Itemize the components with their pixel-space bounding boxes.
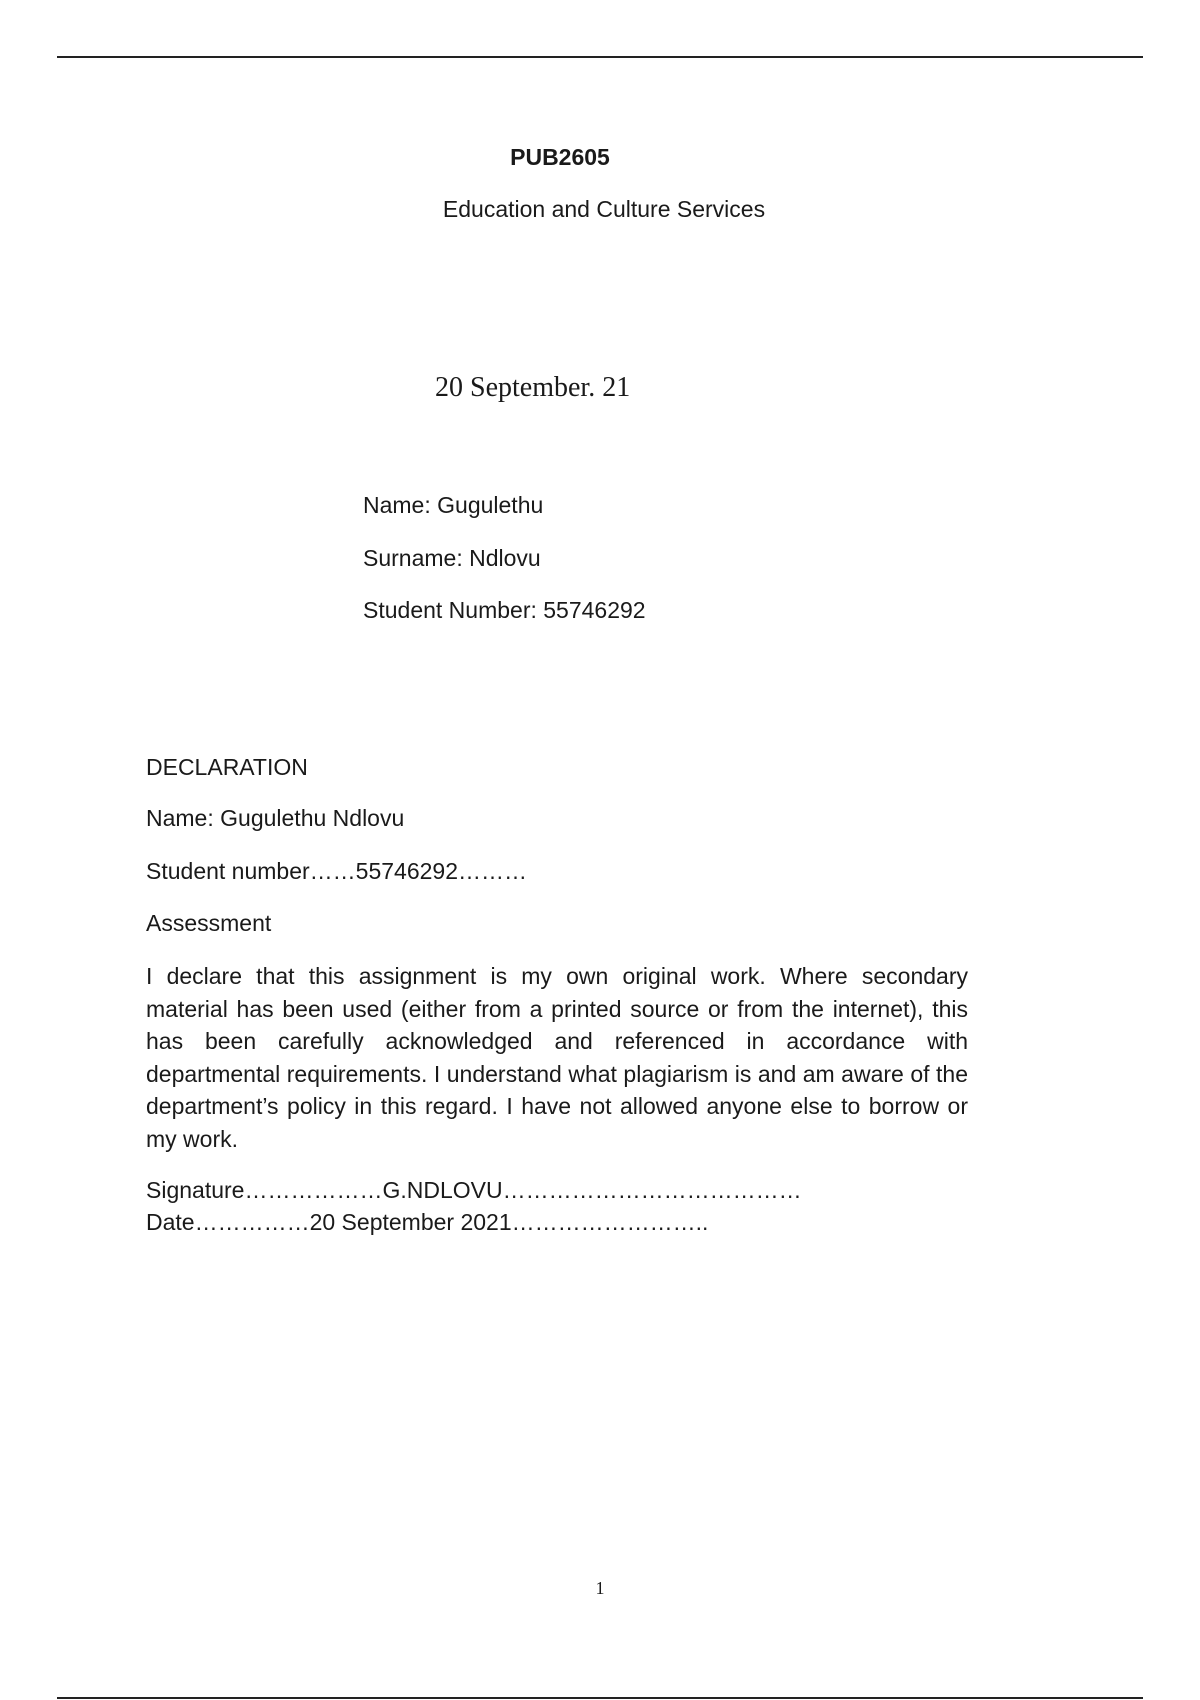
top-rule [57,56,1143,58]
student-name: Name: Gugulethu [363,492,544,518]
student-number: Student Number: 55746292 [363,597,646,623]
bottom-rule [57,1697,1143,1699]
course-code: PUB2605 [510,144,610,170]
signature-block [146,1174,802,1238]
assessment-label: Assessment [146,910,272,936]
course-title: Education and Culture Services [442,196,766,222]
declaration-statement: I declare that this assignment is my own original work. Where secondary material has been used (either from a printed source or from the internet), this has been carefully acknowledged and referenced in accordance with departmental requirements. I understand what plagiarism is and am aware of the department’s policy in this regard. I have not allowed anyone else to borrow or my work. [146,963,968,1152]
student-surname: Surname: Ndlovu [363,545,541,571]
page-number: 1 [595,1578,605,1598]
signature-line: Signature………………G.NDLOVU………………………………… [146,1177,802,1203]
declaration-name: Name: Gugulethu Ndlovu [146,805,405,831]
date-line: Date……………20 September 2021…………………….. [146,1209,709,1235]
declaration-student-number: Student number……55746292……… [146,858,527,884]
cover-date: 20 September. 21 [435,372,631,403]
declaration-heading: DECLARATION [146,754,308,780]
